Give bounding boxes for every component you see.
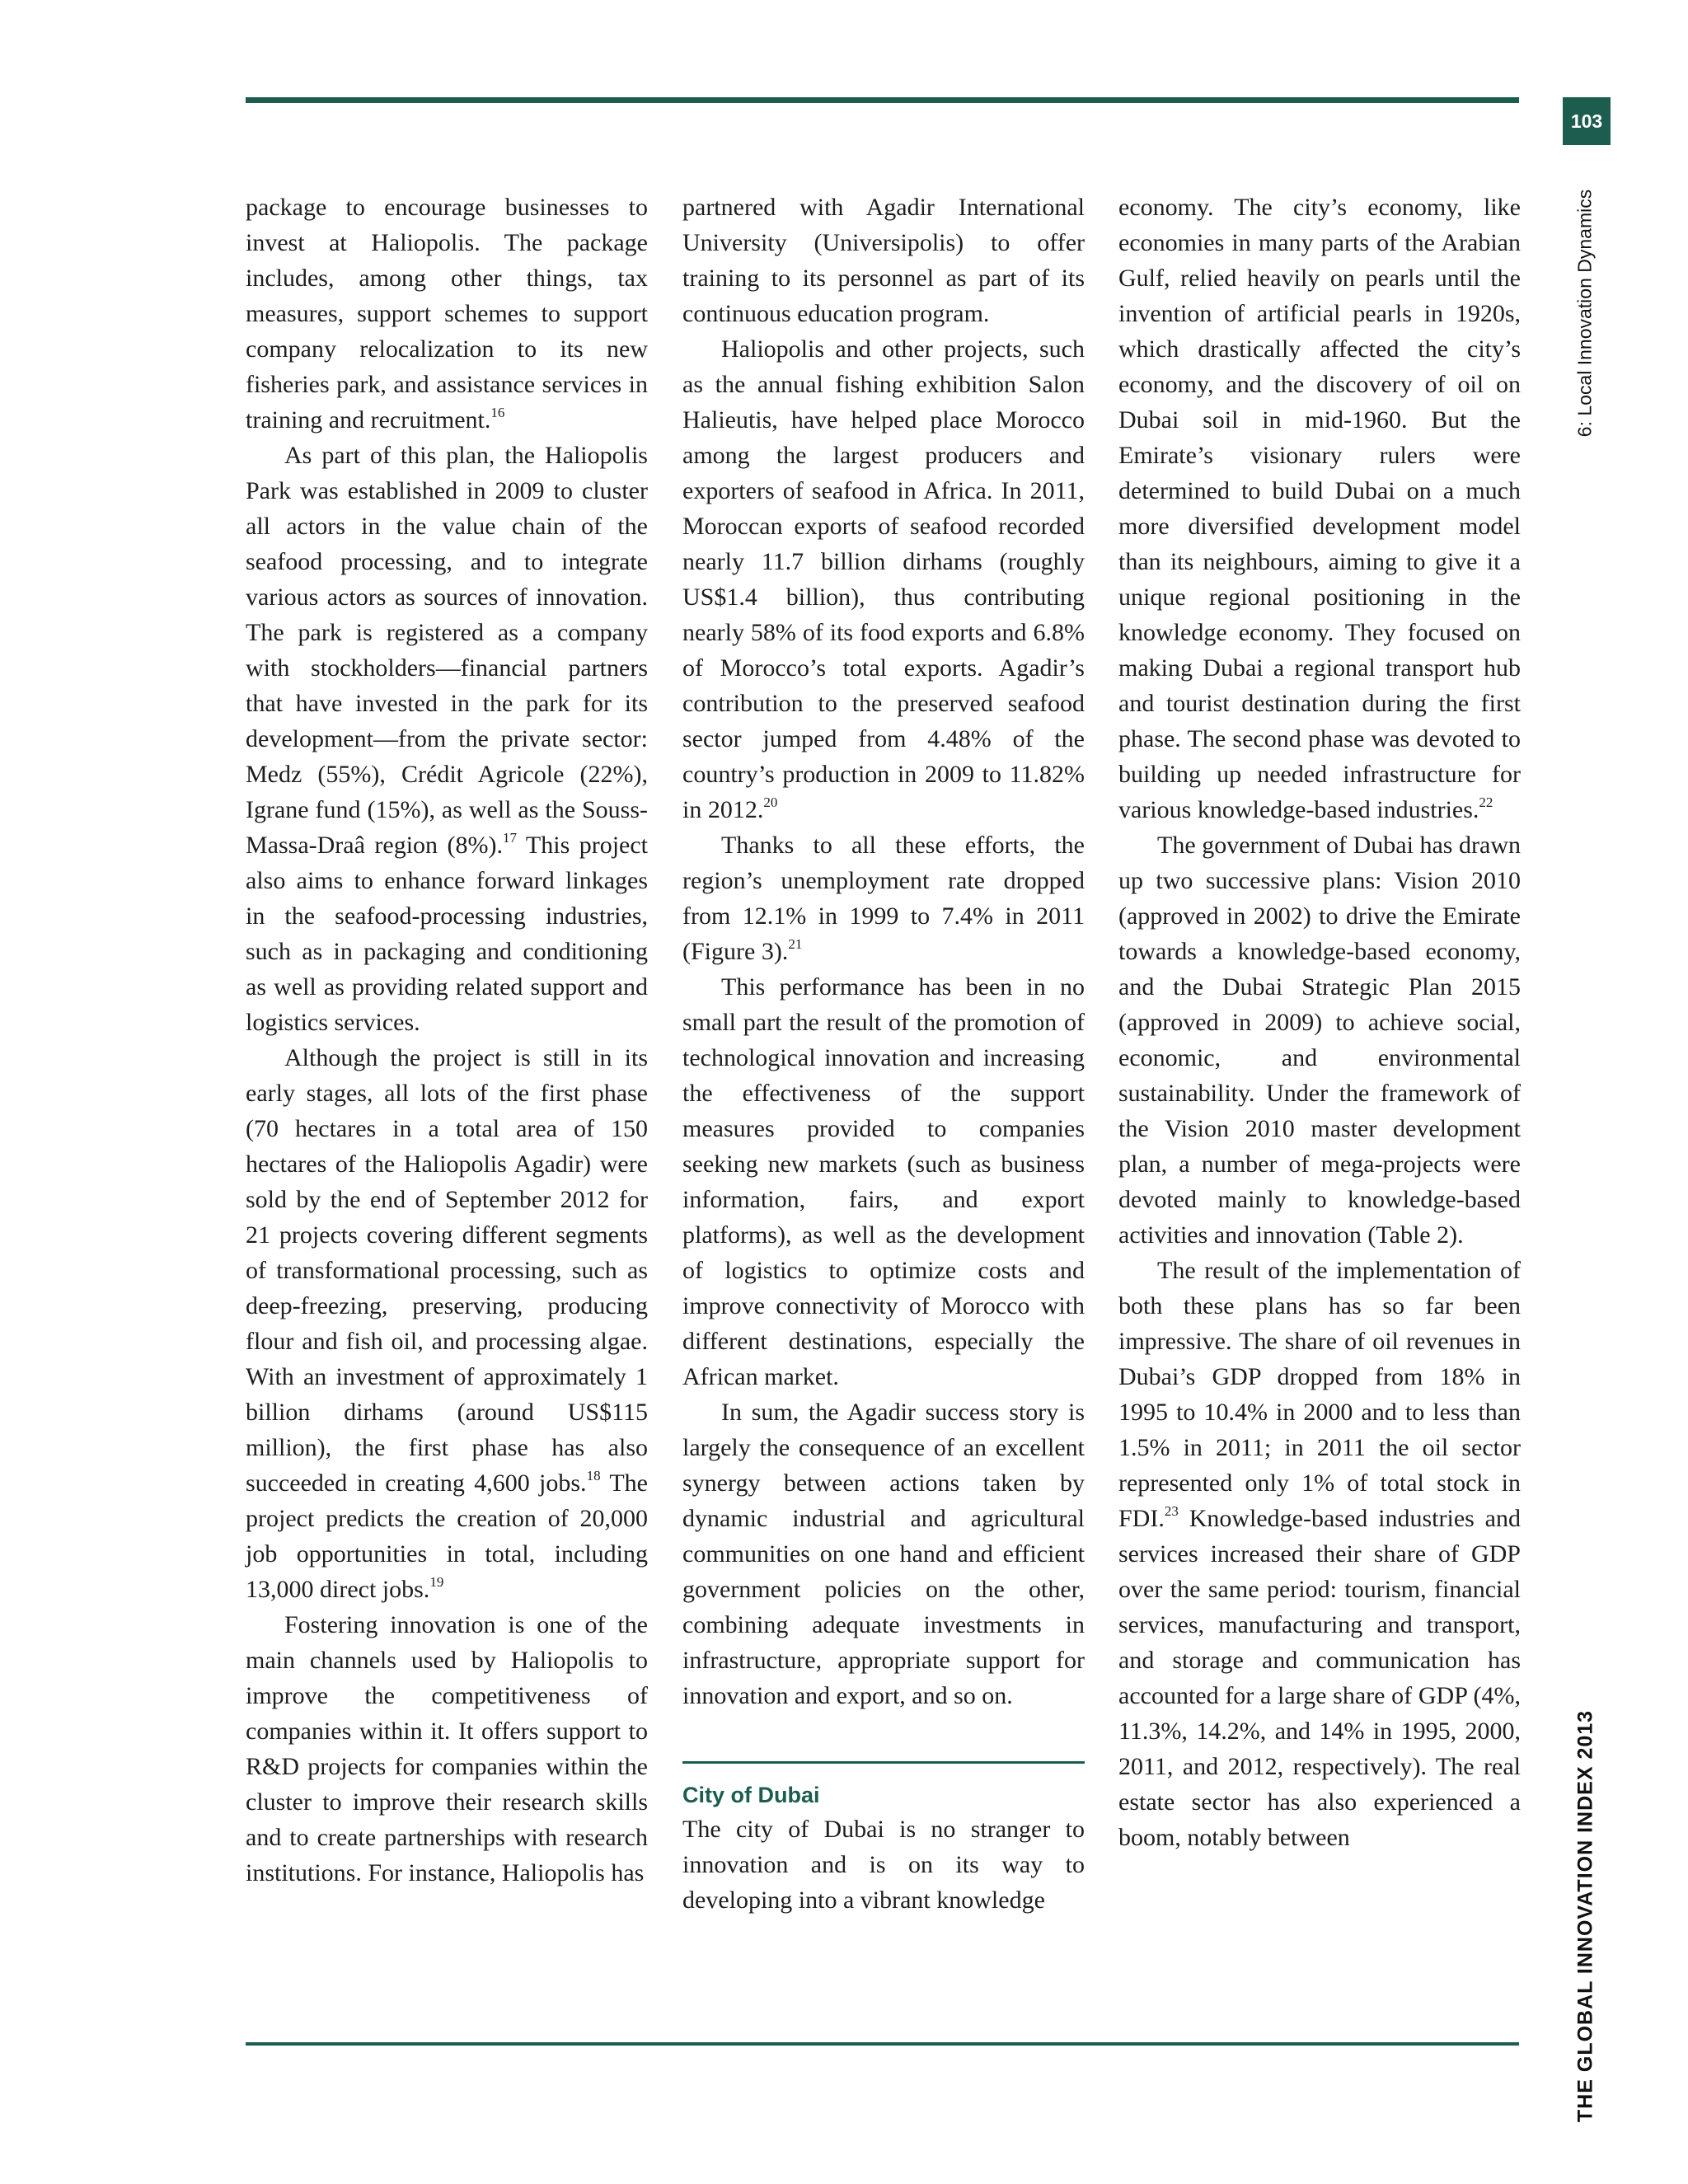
footnote-ref[interactable]: 18 — [586, 1468, 601, 1483]
paragraph: Haliopolis and other projects, such as the annual fishing exhibition Salon Halieutis, have helped place Morocco among the largest producers and exporters of seafood in Africa. In 2011, Moroccan exports of seafood recorded nearly 11.7 billion dirhams (roughly US$1.4 billion), thus contributing nearly 58% of its food exports and 6.8% of Morocco’s total exports. Agadir’s contribution to the preserved seafood sector jumped from 4.48% of the country’s production in 2009 to 11.82% in 2012.20 — [682, 335, 1085, 823]
section-heading: City of Dubai — [682, 1783, 820, 1807]
paragraph: The government of Dubai has drawn up two successive plans: Vision 2010 (approved in 2002) to drive the Emirate towards a knowledge-based economy, and the Dubai Strategic Plan 2015 (approved in 2009) to achieve social, economic, and environmental sustainability. Under the framework of the Vision 2010 master development plan, a number of mega-projects were devoted mainly to knowledge-based activities and innovation (Table 2). — [1118, 832, 1521, 1249]
paragraph: Fostering innovation is one of the main channels used by Haliopolis to improve the competitiveness of companies within it. It offers support to R&D projects for companies within the cluster to improve their research skills and to create partnerships with research institutions. For instance, Haliopolis has — [246, 1611, 648, 1886]
page-number: 103 — [1563, 97, 1611, 145]
paragraph: As part of this plan, the Haliopolis Park was established in 2009 to cluster all actors in the value chain of the seafood processing, and to integrate various actors as sources of innovation. The park is registered as a company with stockholders—financial partners that have invested in the park for its development—from the private sector: Medz (55%), Crédit Agricole (22%), Igrane fund (15%), as well as the Souss-Massa-Draâ region (8%).$^{17}$ This project also aims to enhance forward linkages in the seafood-processing industries, such as in packaging and conditioning as well as providing related support and logistics services. — [246, 442, 648, 1036]
paragraph: The result of the implementation of both these plans has so far been impressive. The share of oil revenues in Dubai’s GDP dropped from 18% in 1995 to 10.4% in 2000 and to less than 1.5% in 2011; in 2011 the oil sector represented only 1% of total stock in FDI.$^{23}$ Knowledge-based industries and services increased their share of GDP over the same period: tourism, financial services, manufacturing and transport, and storage and communication has accounted for a large share of GDP (4%, 11.3%, 14.2%, and 14% in 1995, 2000, 2011, and 2012, respectively). The real estate sector has also experienced a boom, notably between — [1118, 1257, 1521, 1851]
footnote-ref[interactable]: 21 — [788, 936, 803, 952]
text-column-1 — [246, 190, 648, 1891]
paragraph: economy. The city’s economy, like economies in many parts of the Arabian Gulf, relied heavily on pearls until the invention of artificial pearls in 1920s, which drastically affected the city’s economy, and the discovery of oil on Dubai soil in mid-1960. But the Emirate’s visionary rulers were determined to build Dubai on a much more diversified development model than its neighbours, aiming to give it a unique regional positioning in the knowledge economy. They focused on making Dubai a regional transport hub and tourist destination during the first phase. The second phase was devoted to building up needed infrastructure for various knowledge-based industries.$^{22}$ — [1118, 194, 1521, 823]
footnote-ref[interactable]: 16 — [490, 405, 505, 420]
footnote-ref[interactable]: 23 — [1164, 1503, 1179, 1519]
paragraph: partnered with Agadir International University (Universipolis) to offer training to its personnel as part of its continuous education program. — [682, 194, 1085, 327]
paragraph: package to encourage businesses to invest at Haliopolis. The package includes, among other things, tax measures, support schemes to support company relocalization to its new fisheries park, and assistance services in training and recruitment.$^{16}$ — [246, 194, 648, 434]
footnote-ref[interactable]: 20 — [763, 794, 778, 810]
paragraph: Thanks to all these efforts, the region’s unemployment rate dropped from 12.1% in 1999 to 7.4% in 2011 (Figure 3).$^{21}$ — [682, 832, 1085, 965]
section-rule — [682, 1761, 1085, 1764]
footer-rule — [246, 2042, 1519, 2046]
header-rule — [246, 97, 1519, 103]
publication-label: THE GLOBAL INNOVATION INDEX 2013 — [1573, 1709, 1597, 2123]
paragraph: The city of Dubai is no stranger to innovation and is on its way to developing into a vibrant knowledge — [682, 1816, 1085, 1914]
footnote-ref[interactable]: 22 — [1479, 794, 1493, 810]
paragraph: This performance has been in no small part the result of the promotion of technological innovation and increasing the effectiveness of the support measures provided to companies seeking new markets (such as business information, fairs, and export platforms), as well as the development of logistics to optimize costs and improve connectivity of Morocco with different destinations, especially the African market. — [682, 973, 1085, 1390]
chapter-label: 6: Local Innovation Dynamics — [1573, 189, 1596, 438]
footnote-ref[interactable]: 19 — [429, 1574, 444, 1590]
text-column-3 — [1118, 190, 1521, 1855]
footnote-ref[interactable]: 17 — [502, 830, 517, 846]
paragraph: Although the project is still in its early stages, all lots of the first phase (70 hectares in a total area of 150 hectares of the Haliopolis Agadir) were sold by the end of September 2012 for 21 projects covering different segments of transformational processing, such as deep-freezing, preserving, producing flour and fish oil, and processing algae. With an investment of approximately 1 billion dirhams (around US$115 million), the first phase has also succeeded in creating 4,600 jobs.$^{18}$ The project predicts the creation of 20,000 job opportunities in total, including 13,000 direct jobs.$^{19}$ — [246, 1044, 648, 1603]
text-column-2 — [682, 190, 1085, 1918]
paragraph: In sum, the Agadir success story is largely the consequence of an excellent synergy between actions taken by dynamic industrial and agricultural communities on one hand and efficient government policies on the other, combining adequate investments in infrastructure, appropriate support for innovation and export, and so on. — [682, 1399, 1085, 1709]
